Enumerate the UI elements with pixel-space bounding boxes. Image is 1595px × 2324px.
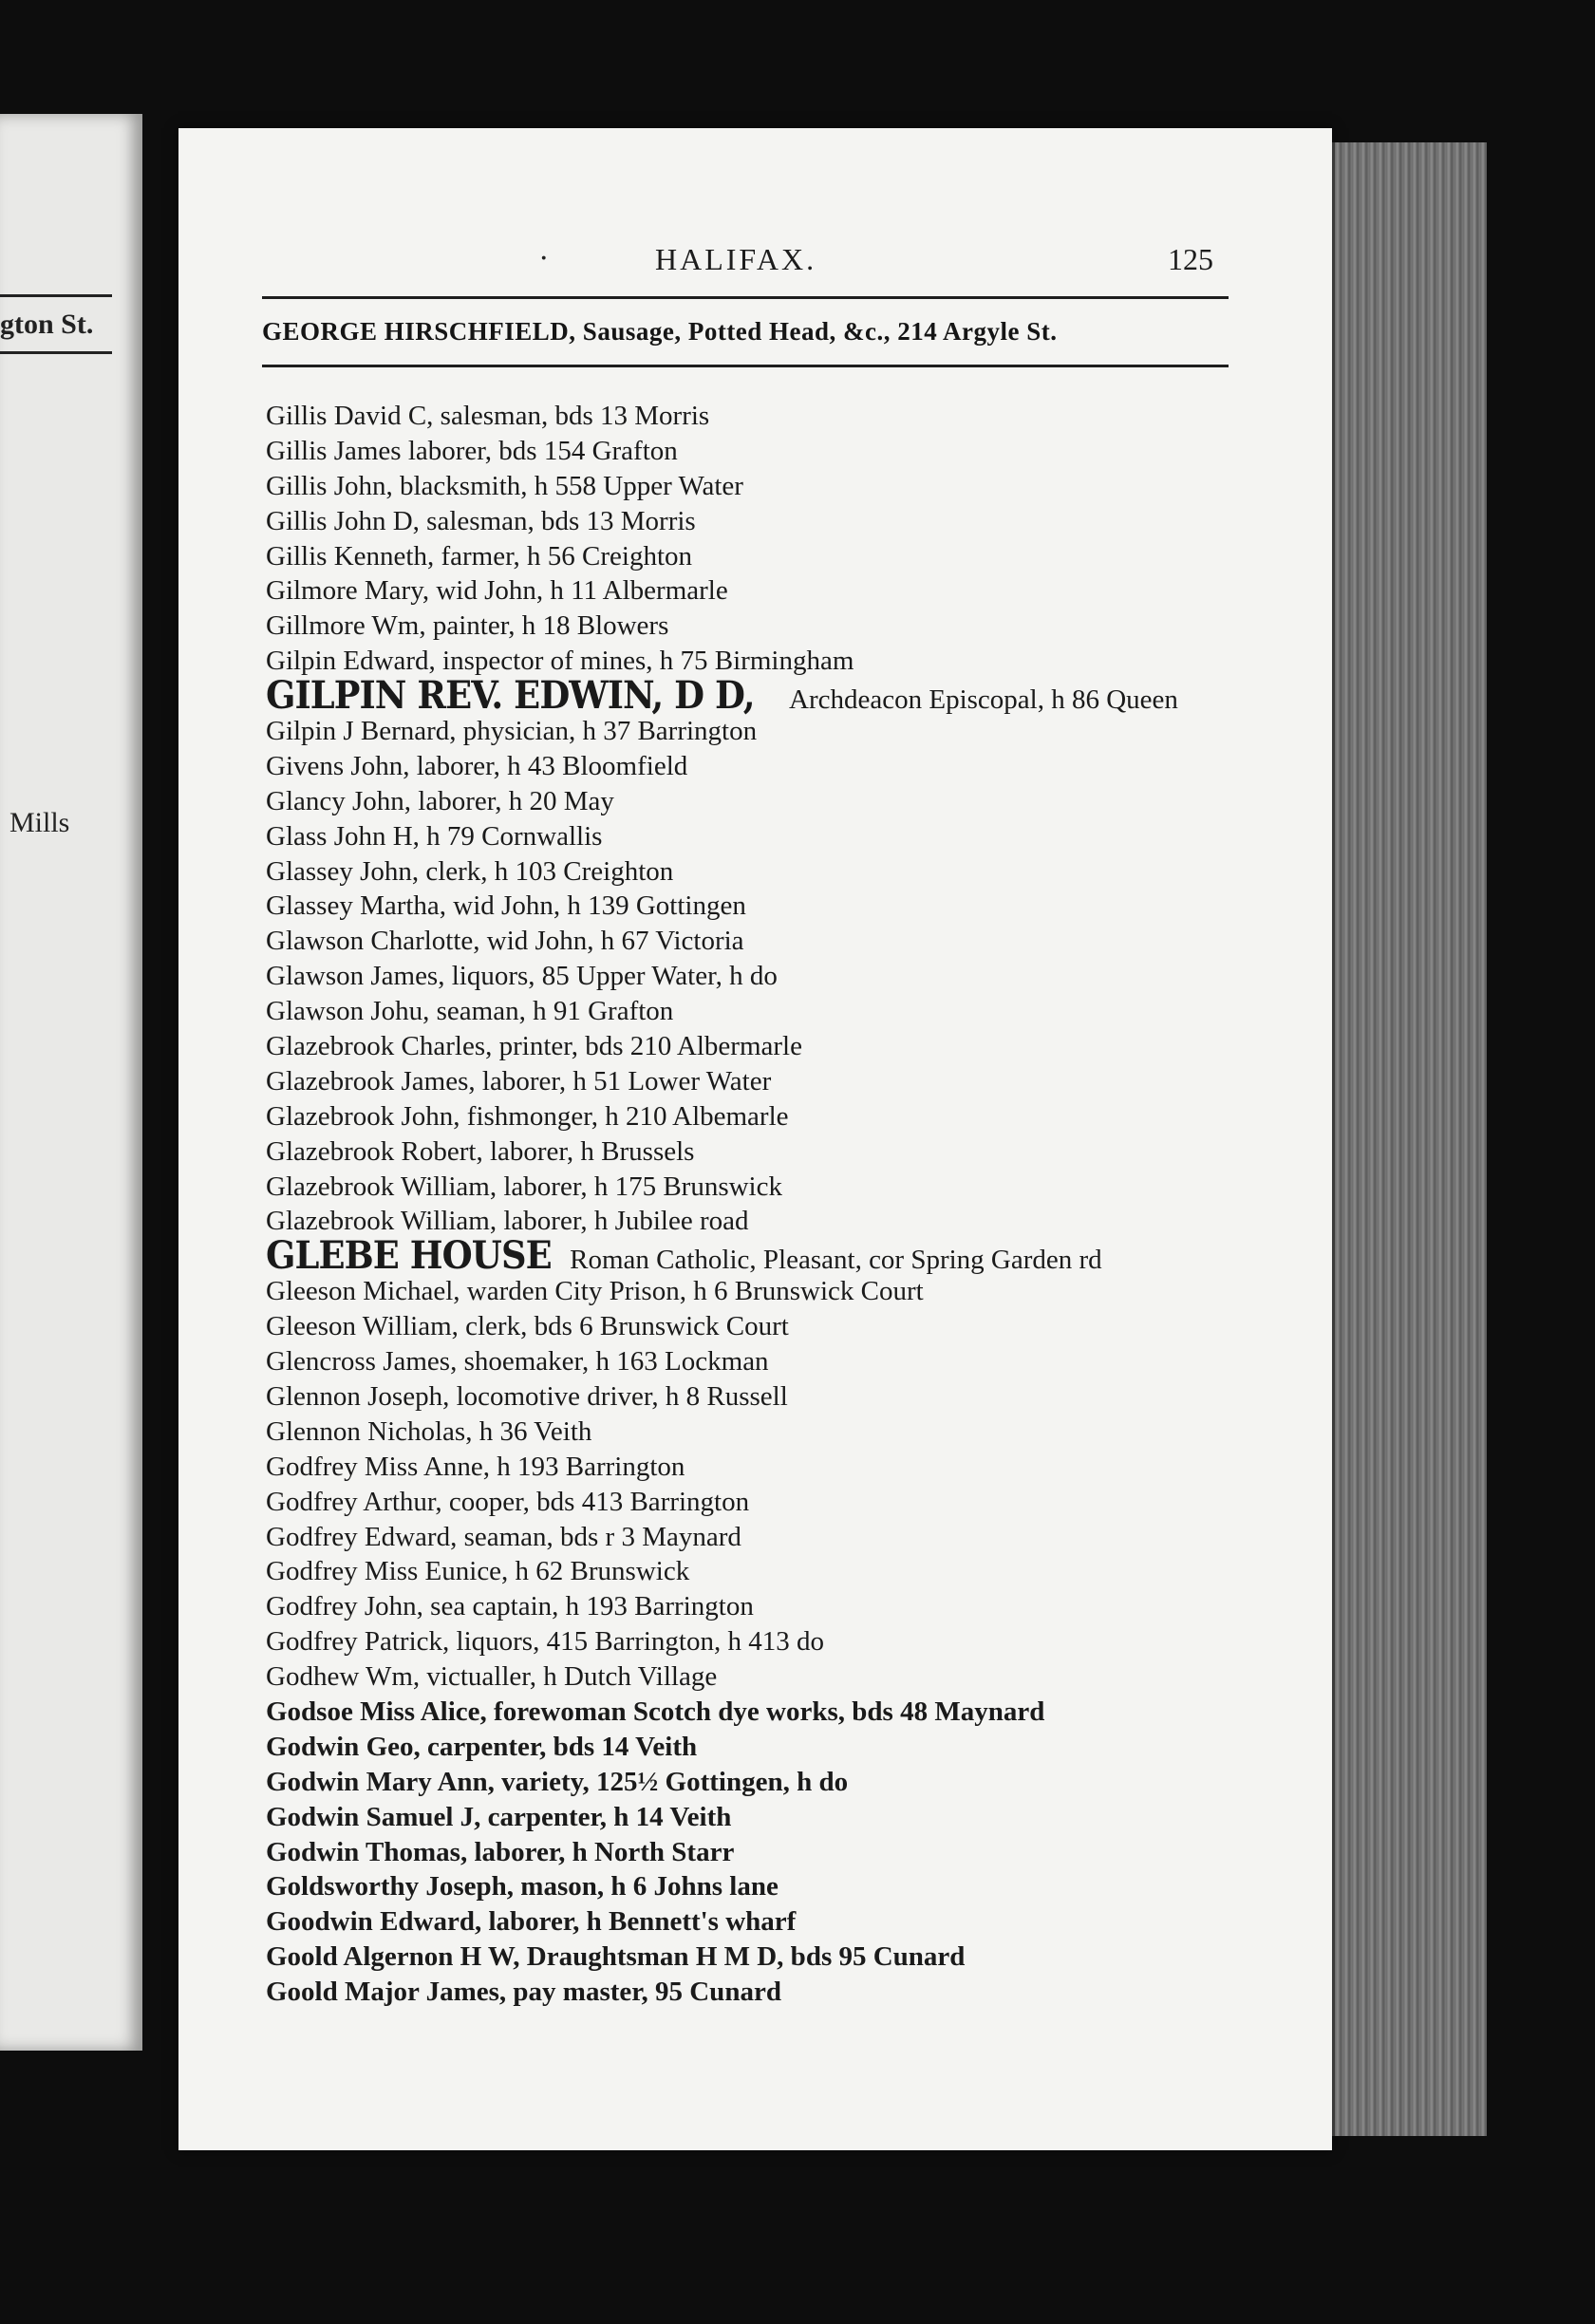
directory-entry <box>266 1520 1244 1555</box>
directory-entry <box>266 673 1244 719</box>
entry-text: Godfrey Miss Eunice, h 62 Brunswick <box>266 1556 690 1587</box>
entry-text: Godwin Thomas, laborer, h North Starr <box>266 1836 735 1867</box>
directory-entry <box>266 1589 1244 1624</box>
left-page-rule <box>0 351 112 354</box>
running-head <box>0 242 1595 280</box>
entry-text: Godfrey John, sea captain, h 193 Barrington <box>266 1591 754 1622</box>
entry-text: Goodwin Edward, laborer, h Bennett's wharf <box>266 1906 797 1938</box>
entry-text: Goold Major James, pay master, 95 Cunard <box>266 1977 781 2008</box>
directory-entry <box>266 889 1244 924</box>
header-rule-bottom <box>262 365 1229 367</box>
entry-text: Gilmore Mary, wid John, h 11 Albermarle <box>266 575 728 607</box>
entry-text: Glennon Nicholas, h 36 Veith <box>266 1415 592 1447</box>
directory-entry <box>266 714 1244 749</box>
directory-entry <box>266 469 1244 504</box>
directory-entry <box>266 1170 1244 1205</box>
entry-text: Glawson Charlotte, wid John, h 67 Victoria <box>266 926 744 957</box>
page-title: HALIFAX. <box>655 242 817 276</box>
entry-text: Glassey John, clerk, h 103 Creighton <box>266 855 674 887</box>
directory-entry <box>266 854 1244 890</box>
header-rule-top <box>262 296 1229 299</box>
directory-entry <box>266 1233 1244 1279</box>
directory-entry <box>266 924 1244 959</box>
directory-entry <box>266 434 1244 469</box>
entry-display-name: GILPIN REV. EDWIN, D D, <box>266 673 755 719</box>
directory-entry <box>266 819 1244 854</box>
advertisement-banner: GEORGE HIRSCHFIELD, Sausage, Potted Head, &c., 214 Argyle St. <box>262 317 1058 346</box>
entry-text: Roman Catholic, Pleasant, cor Spring Garden rd <box>562 1245 1102 1276</box>
directory-entry <box>266 1975 1244 2010</box>
directory-entry <box>266 1800 1244 1835</box>
entry-text: Goold Algernon H W, Draughtsman H M D, bds 95 Cunard <box>266 1941 966 1973</box>
entry-text: Glazebrook Charles, printer, bds 210 Albermarle <box>266 1031 802 1062</box>
entry-text: Godfrey Patrick, liquors, 415 Barrington, h 413 do <box>266 1626 824 1658</box>
entry-text: Godwin Samuel J, carpenter, h 14 Veith <box>266 1801 732 1832</box>
entry-text: Goldsworthy Joseph, mason, h 6 Johns lane <box>266 1871 779 1902</box>
directory-entry <box>266 1134 1244 1170</box>
directory-entry <box>266 1309 1244 1344</box>
entry-display-name: GLEBE HOUSE <box>266 1233 552 1279</box>
entry-text: Glazebrook Robert, laborer, h Brussels <box>266 1135 695 1167</box>
directory-entry <box>266 1379 1244 1415</box>
directory-entry <box>266 1904 1244 1940</box>
entry-text: Gillis John, blacksmith, h 558 Upper Water <box>266 470 743 501</box>
directory-entry <box>266 994 1244 1029</box>
directory-entry <box>266 1624 1244 1659</box>
directory-entry <box>266 1730 1244 1765</box>
entry-text: Godfrey Edward, seaman, bds r 3 Maynard <box>266 1521 741 1552</box>
directory-entry <box>266 1869 1244 1904</box>
entry-text: Glassey Martha, wid John, h 139 Gottingen <box>266 890 746 922</box>
directory-entry <box>266 399 1244 434</box>
directory-entries <box>266 399 1244 2010</box>
entry-text: Gillmore Wm, painter, h 18 Blowers <box>266 610 669 642</box>
entry-text: Glencross James, shoemaker, h 163 Lockman <box>266 1346 769 1378</box>
entry-text: Gillis Kenneth, farmer, h 56 Creighton <box>266 540 693 572</box>
entry-text: Gleeson Michael, warden City Prison, h 6 Brunswick Court <box>266 1276 924 1307</box>
page-number: 125 <box>1168 242 1213 276</box>
directory-entry <box>266 1940 1244 1975</box>
directory-entry <box>266 573 1244 609</box>
directory-entry <box>266 959 1244 994</box>
directory-entry <box>266 609 1244 644</box>
directory-entry <box>266 1064 1244 1099</box>
entry-text: Godfrey Miss Anne, h 193 Barrington <box>266 1451 685 1482</box>
entry-text: Glass John H, h 79 Cornwallis <box>266 820 603 852</box>
directory-entry <box>266 1695 1244 1730</box>
directory-entry <box>266 1099 1244 1134</box>
entry-text: Archdeacon Episcopal, h 86 Queen <box>783 684 1178 716</box>
left-page-rule <box>0 294 112 297</box>
entry-text: Glawson Johu, seaman, h 91 Grafton <box>266 996 674 1027</box>
entry-text: Givens John, laborer, h 43 Bloomfield <box>266 750 688 781</box>
directory-entry <box>266 1029 1244 1064</box>
left-page-mills-fragment: Mills <box>9 807 70 838</box>
entry-text: Gillis David C, salesman, bds 13 Morris <box>266 401 710 431</box>
entry-text: Glawson James, liquors, 85 Upper Water, h do <box>266 961 778 992</box>
entry-text: Glennon Joseph, locomotive driver, h 8 Russell <box>266 1380 788 1412</box>
left-page-fragment <box>0 114 142 2051</box>
left-page-street-fragment: gton St. <box>0 309 94 340</box>
entry-text: Gilpin Edward, inspector of mines, h 75 Birmingham <box>266 646 854 677</box>
entry-text: Glancy John, laborer, h 20 May <box>266 785 614 816</box>
running-head-dot: · <box>539 242 549 275</box>
entry-text: Godwin Mary Ann, variety, 125½ Gottingen, h do <box>266 1766 849 1797</box>
directory-entry <box>266 1835 1244 1870</box>
entry-text: Gillis James laborer, bds 154 Grafton <box>266 435 678 466</box>
entry-text: Glazebrook John, fishmonger, h 210 Albemarle <box>266 1100 789 1132</box>
directory-entry <box>266 1659 1244 1695</box>
directory-entry <box>266 784 1244 819</box>
directory-entry <box>266 1554 1244 1589</box>
entry-text: Glazebrook William, laborer, h Jubilee road <box>266 1206 749 1237</box>
entry-text: Gleeson William, clerk, bds 6 Brunswick Court <box>266 1311 789 1342</box>
entry-text: Godwin Geo, carpenter, bds 14 Veith <box>266 1731 698 1762</box>
entry-text: Godfrey Arthur, cooper, bds 413 Barrington <box>266 1486 750 1517</box>
directory-entry <box>266 749 1244 784</box>
page-edge-stack <box>1332 142 1487 2136</box>
directory-entry <box>266 1765 1244 1800</box>
directory-entry <box>266 539 1244 574</box>
directory-entry <box>266 1485 1244 1520</box>
entry-text: Glazebrook William, laborer, h 175 Brunswick <box>266 1171 782 1202</box>
directory-entry <box>266 1450 1244 1485</box>
entry-text: Gilpin J Bernard, physician, h 37 Barrington <box>266 716 758 747</box>
directory-entry <box>266 1415 1244 1450</box>
directory-entry <box>266 504 1244 539</box>
entry-text: Glazebrook James, laborer, h 51 Lower Water <box>266 1065 772 1096</box>
directory-entry <box>266 1344 1244 1379</box>
entry-text: Godsoe Miss Alice, forewoman Scotch dye works, bds 48 Maynard <box>266 1696 1045 1727</box>
entry-text: Godhew Wm, victualler, h Dutch Village <box>266 1661 718 1693</box>
entry-text: Gillis John D, salesman, bds 13 Morris <box>266 505 696 536</box>
directory-entry <box>266 1274 1244 1309</box>
